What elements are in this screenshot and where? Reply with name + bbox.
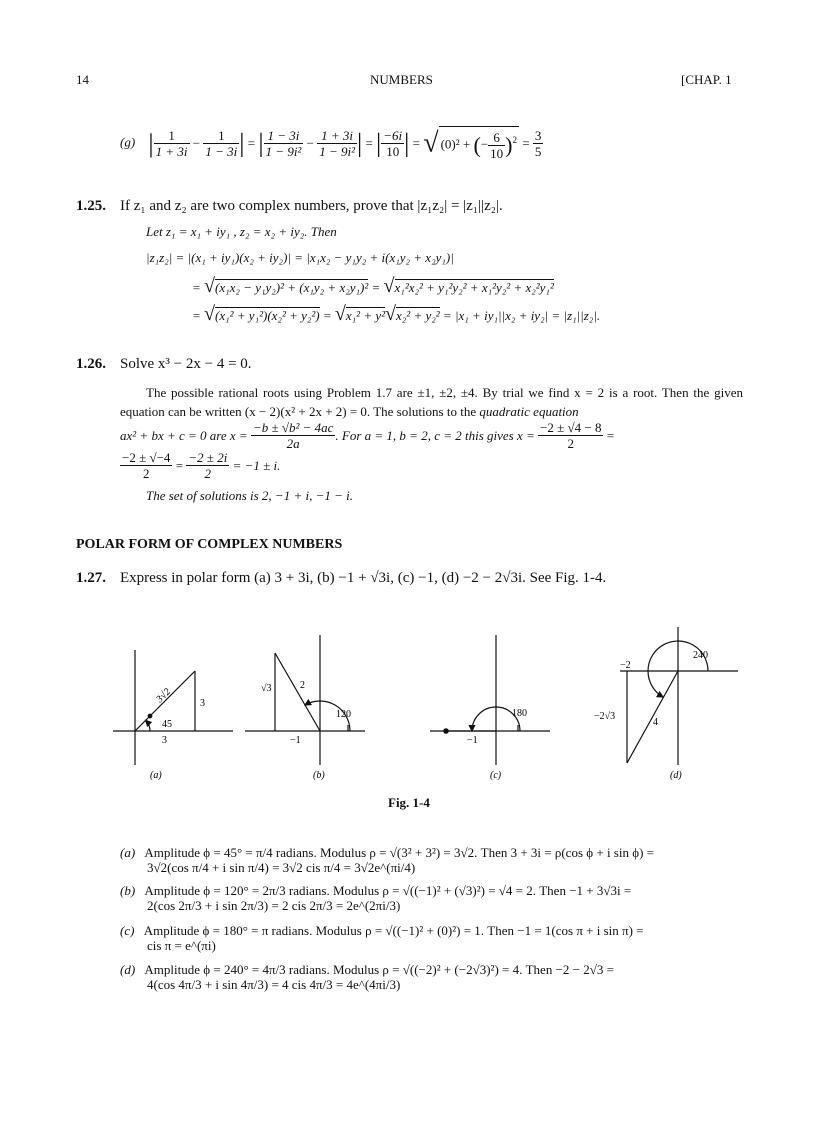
problem-1-26-number: 1.26.	[76, 356, 106, 372]
panel-d-caption: (d)	[670, 770, 682, 781]
p125-line3-eq: =	[192, 280, 201, 295]
answer-c-line1: Amplitude ϕ = 180° = π radians. Modulus ρ = √((−1)² + (0)²) = 1. Then −1 = 1(cos π + i sin π) =	[143, 923, 644, 938]
answer-a	[120, 845, 654, 875]
quad-lead: ax² + bx + c = 0 are x =	[120, 428, 248, 443]
answer-d	[120, 962, 614, 992]
p126-solutions: The set of solutions is 2, −1 + i, −1 − i.	[146, 488, 353, 503]
figure-1-4	[0, 615, 816, 820]
frac2-den: 1 − 3i	[205, 144, 238, 159]
answer-b	[120, 883, 631, 913]
answer-c-label: (c)	[120, 923, 135, 938]
panel-c	[430, 635, 550, 765]
frac5-num: −6i	[383, 128, 403, 143]
answer-a-label: (a)	[120, 845, 136, 860]
panel-d-side-label: −2√3	[594, 711, 616, 722]
figure-caption: Fig. 1-4	[388, 795, 430, 810]
panel-c-base-label: −1	[467, 735, 478, 746]
panel-b-angle-label: 120	[336, 709, 351, 720]
panel-d-top-label: −2	[620, 660, 631, 671]
panel-a-angle-label: 45	[162, 719, 172, 730]
chapter-label: [CHAP. 1	[681, 72, 732, 87]
result-den: 5	[534, 144, 542, 159]
panel-d	[620, 627, 738, 765]
frac6-num: 6	[488, 130, 505, 146]
frac3-num: 1 − 3i	[264, 128, 304, 144]
p126-quadratic-line	[120, 420, 743, 451]
root-lead: (0)² +	[440, 136, 471, 152]
l3-frac2-num: −2 ± 2i	[188, 450, 228, 465]
problem-1-25-statement: If z₁ and z₂ are two complex numbers, prove that |z₁z₂| = |z₁||z₂|.	[120, 198, 503, 214]
p126-para1: The possible rational roots using Problem 1.7 are ±1, ±2, ±4. By trial we find x = 2 is a root. Then the given equation can be written (x − 2)(x² + 2x + 2) = 0. The solutions to the	[120, 385, 743, 419]
panel-b-base-label: −1	[290, 735, 301, 746]
frac6-den: 10	[490, 146, 504, 161]
l3-frac1-den: 2	[142, 466, 150, 481]
frac2-num: 1	[203, 128, 239, 144]
p125-line3-root2: x₁²x₂² + y₁²y₂² + x₁²y₂² + x₂²y₁²	[394, 280, 554, 295]
p125-line4-tail: = |x₁ + iy₁||x₂ + iy₂| = |z₁||z₂|.	[442, 308, 601, 323]
part-g-label: (g)	[120, 134, 136, 150]
quad-den: 2a	[286, 436, 300, 451]
quad2-den: 2	[567, 436, 574, 451]
problem-1-27-statement: Express in polar form (a) 3 + 3i, (b) −1 + √3i, (c) −1, (d) −2 − 2√3i. See Fig. 1-4.	[120, 570, 607, 586]
problem-1-25-number: 1.25.	[76, 198, 106, 214]
answer-a-line1: Amplitude ϕ = 45° = π/4 radians. Modulus ρ = √(3² + 3²) = 3√2. Then 3 + 3i = ρ(cos ϕ + i sin ϕ) =	[144, 845, 654, 860]
p125-line4-root3: x₂² + y₂²	[396, 308, 440, 323]
p125-line4-root2: x₁² + y²	[345, 308, 386, 323]
panel-a-base-label: 3	[162, 735, 167, 746]
frac1-num: 1	[154, 128, 190, 144]
p125-line3-mid: =	[371, 280, 381, 295]
frac4-den: 1 − 9i²	[319, 144, 355, 159]
quad2-num: −2 ± √4 − 8	[540, 420, 602, 435]
answer-b-line2: 2(cos 2π/3 + i sin 2π/3) = 2 cis 2π/3 = 2e^(2πi/3)	[147, 898, 401, 913]
p126-paragraph	[120, 383, 743, 421]
p125-line4-mid: =	[322, 308, 332, 323]
panel-a-hyp-label: 3√2	[154, 686, 174, 706]
l3-tail: = −1 ± i.	[232, 458, 281, 473]
panel-b	[245, 635, 365, 765]
l3-frac1-num: −2 ± √−4	[122, 450, 171, 465]
panel-a-caption: (a)	[150, 770, 162, 781]
panel-d-hyp-label: 4	[653, 717, 658, 728]
panel-b-caption: (b)	[313, 770, 325, 781]
section-title: POLAR FORM OF COMPLEX NUMBERS	[76, 537, 343, 552]
panel-b-side-label: √3	[261, 683, 272, 694]
quad2-tail: =	[606, 428, 615, 443]
result-num: 3	[534, 128, 542, 143]
answer-d-line2: 4(cos 4π/3 + i sin 4π/3) = 4 cis 4π/3 = 4e^(4πi/3)	[147, 977, 401, 992]
frac4-num: 1 + 3i	[317, 128, 357, 144]
l3-frac2-den: 2	[204, 466, 212, 481]
problem-1-27-number: 1.27.	[76, 570, 106, 586]
panel-d-angle-label: 240	[693, 650, 708, 661]
p125-line3: = √(x₁x₂ − y₁y₂)² + (x₁y₂ + x₂y₁)² = √x₁²x₂² + y₁²y₂² + x₁²y₂² + x₂²y₁²	[192, 275, 554, 297]
l3-eq: =	[175, 458, 184, 473]
answer-c-line2: cis π = e^(πi)	[147, 938, 216, 953]
quad-mid: . For a = 1, b = 2, c = 2 this gives x =	[335, 428, 535, 443]
p125-line4-root: (x₁² + y₁²)(x₂² + y₂²)	[215, 308, 320, 323]
p126-line3	[120, 450, 280, 481]
answer-b-label: (b)	[120, 883, 136, 898]
answer-b-line1: Amplitude ϕ = 120° = 2π/3 radians. Modulus ρ = √((−1)² + (√3)²) = √4 = 2. Then −1 + 3√3i =	[144, 883, 632, 898]
panel-c-caption: (c)	[490, 770, 502, 781]
p125-line2: |z₁z₂| = |(x₁ + iy₁)(x₂ + iy₂)| = |x₁x₂ − y₁y₂ + i(x₁y₂ + x₂y₁)|	[146, 250, 454, 265]
quad-num: −b ± √b² − 4ac	[252, 420, 334, 435]
problem-1-26-statement: Solve x³ − 2x − 4 = 0.	[120, 356, 252, 372]
panel-a	[113, 650, 233, 765]
page-number: 14	[76, 72, 89, 87]
frac1-den: 1 + 3i	[155, 144, 188, 159]
p126-para1-emphasis: quadratic equation	[479, 404, 579, 419]
p125-line4-eq: =	[192, 308, 201, 323]
p125-line3-root: (x₁x₂ − y₁y₂)² + (x₁y₂ + x₂y₁)²	[215, 280, 369, 295]
frac3-den: 1 − 9i²	[265, 144, 302, 159]
part-g-equation: (g) | $\frac{1}{1 + 3i}$ − $\frac{1}{1 - 3i}$ | = | $\frac{1 - 3i}{\text{1 − 9i²}}$ − $\frac{1 + 3i}{\text{1 − 9i²}}$ | = | $\frac{-6i}{10}$ | = √ (0)² + (− $\frac{6}{10}$ )$^2$ = $\frac{3}{5}$	[120, 127, 542, 161]
panel-a-side-label: 3	[200, 698, 205, 709]
panel-c-angle-label: 180	[512, 708, 527, 719]
running-title: NUMBERS	[370, 72, 433, 87]
answer-a-line2: 3√2(cos π/4 + i sin π/4) = 3√2 cis π/4 = 3√2e^(πi/4)	[147, 860, 416, 875]
p125-line4: = √(x₁² + y₁²)(x₂² + y₂²) = √x₁² + y²√x₂² + y₂² = |x₁ + iy₁||x₂ + iy₂| = |z₁||z₂|.	[192, 303, 601, 325]
answer-c	[120, 923, 643, 953]
p125-line1: Let z₁ = x₁ + iy₁ , z₂ = x₂ + iy₂. Then	[146, 224, 337, 239]
answer-d-line1: Amplitude ϕ = 240° = 4π/3 radians. Modulus ρ = √((−2)² + (−2√3)²) = 4. Then −2 − 2√3 =	[144, 962, 614, 977]
frac5-den: 10	[386, 144, 400, 159]
answer-d-label: (d)	[120, 962, 136, 977]
panel-b-hyp-label: 2	[300, 680, 305, 691]
